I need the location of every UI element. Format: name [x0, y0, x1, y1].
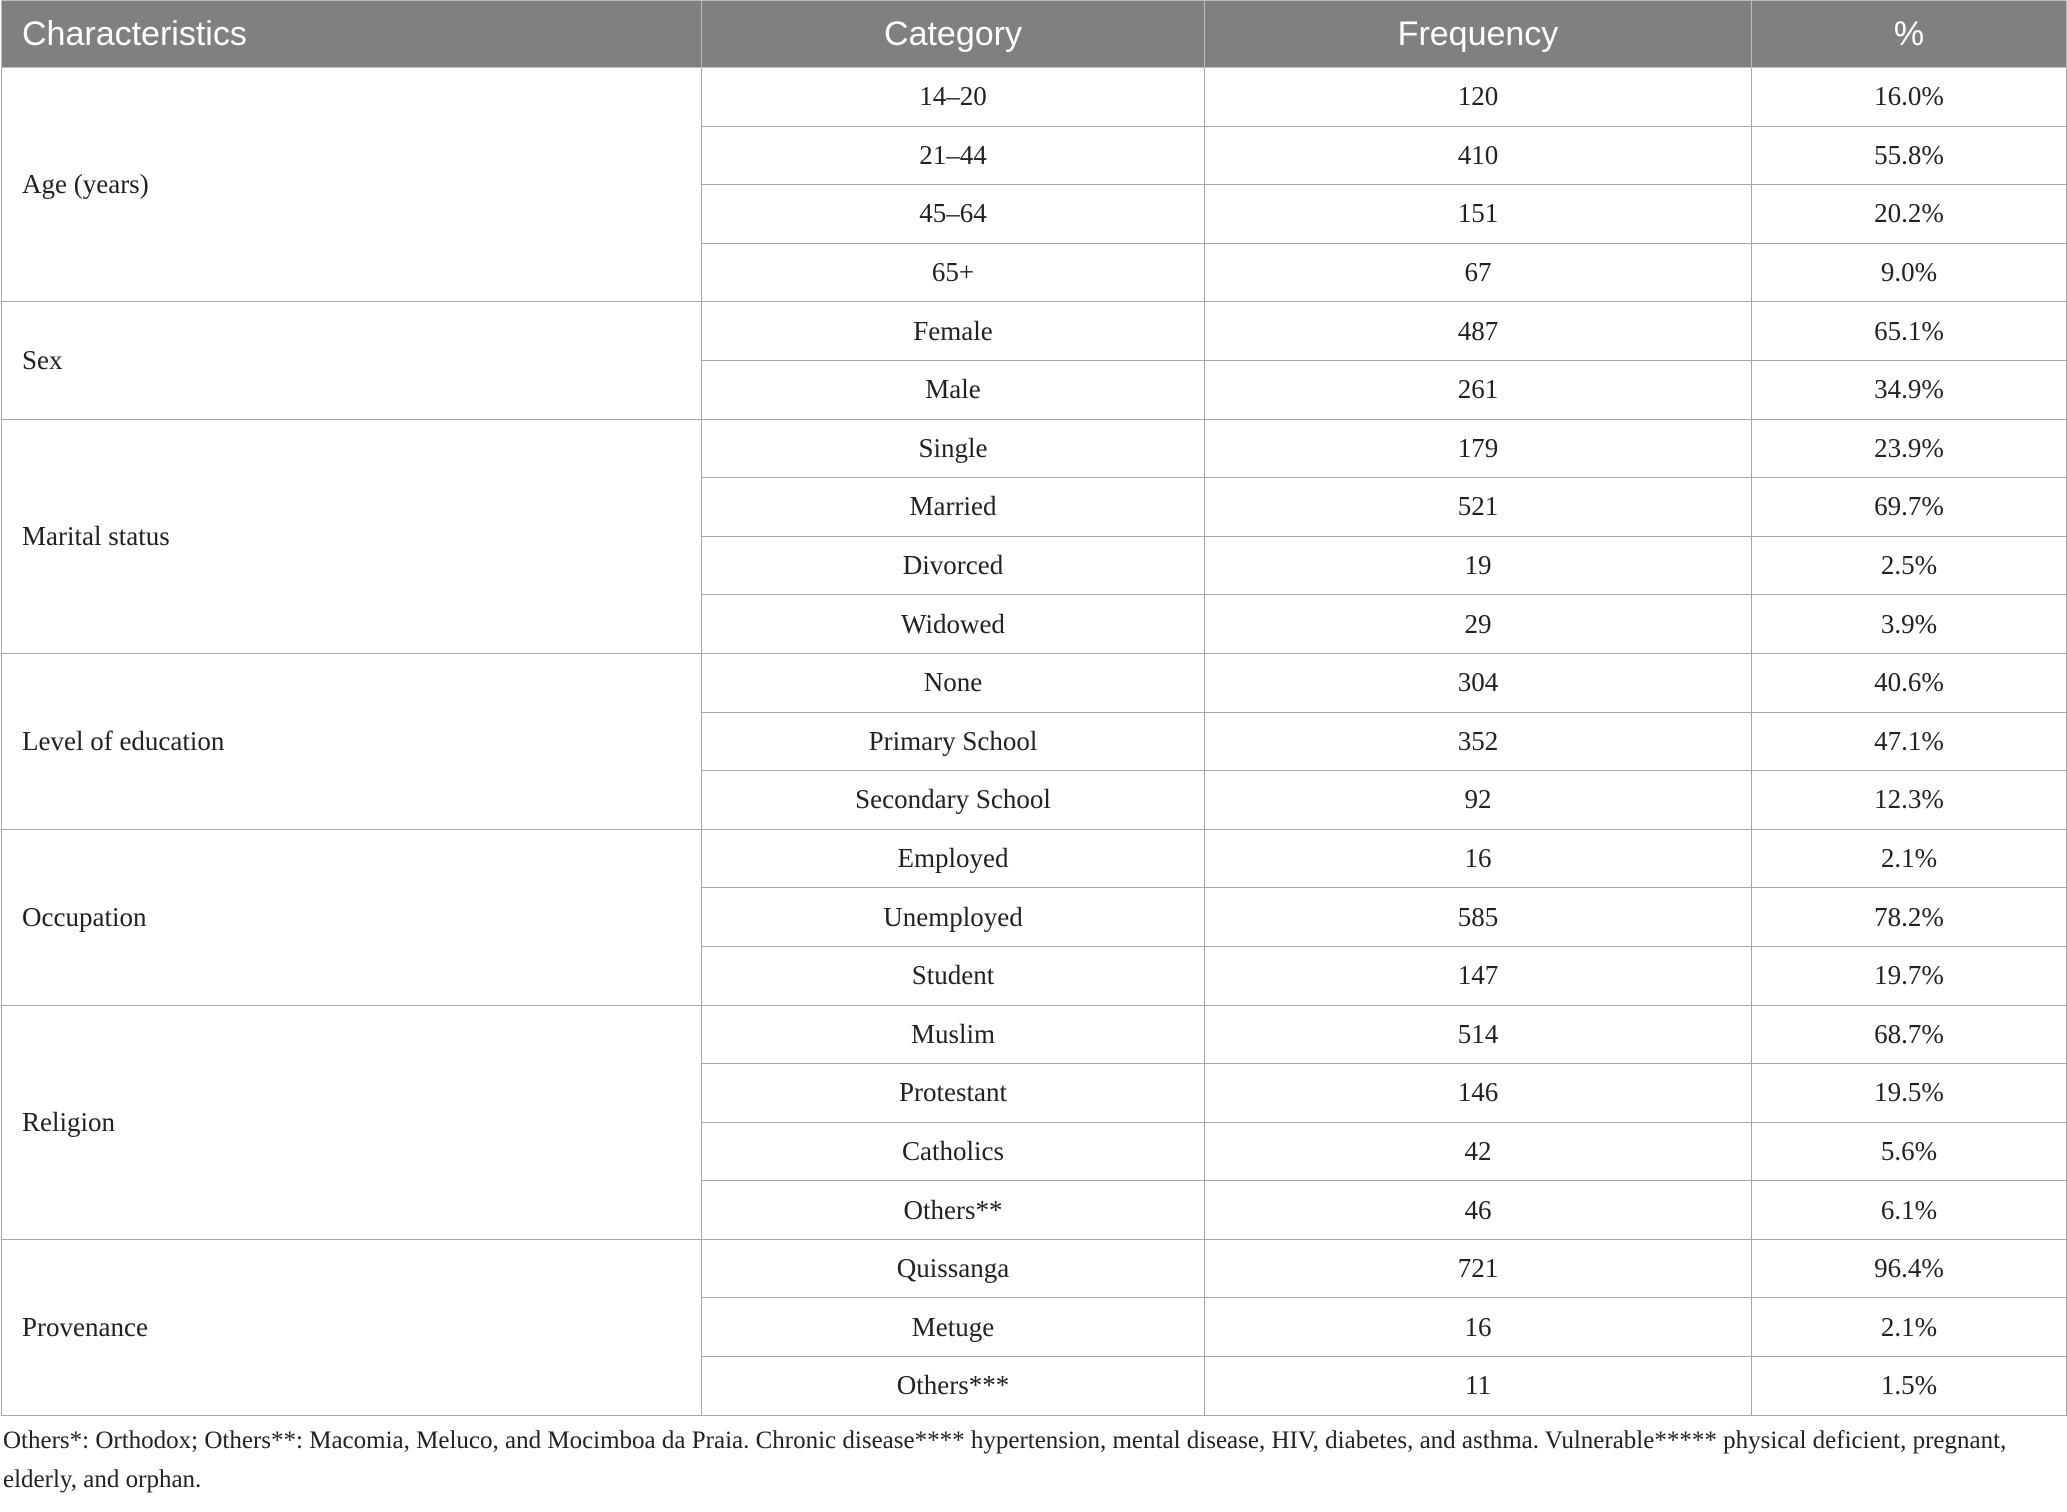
percent-cell: 6.1% — [1752, 1181, 2067, 1240]
percent-cell: 1.5% — [1752, 1357, 2067, 1416]
frequency-cell: 179 — [1205, 419, 1752, 478]
category-cell: Male — [702, 360, 1205, 419]
category-cell: None — [702, 653, 1205, 712]
frequency-cell: 410 — [1205, 126, 1752, 185]
frequency-cell: 16 — [1205, 829, 1752, 888]
frequency-cell: 261 — [1205, 360, 1752, 419]
frequency-cell: 42 — [1205, 1122, 1752, 1181]
header-frequency: Frequency — [1205, 1, 1752, 68]
table-row — [2, 419, 2067, 478]
characteristic-cell: Occupation — [2, 829, 702, 1005]
category-cell: Quissanga — [702, 1239, 1205, 1298]
category-cell: Catholics — [702, 1122, 1205, 1181]
table-row — [2, 829, 2067, 888]
percent-cell: 78.2% — [1752, 888, 2067, 947]
category-cell: Single — [702, 419, 1205, 478]
category-cell: Student — [702, 946, 1205, 1005]
category-cell: 45–64 — [702, 185, 1205, 244]
frequency-cell: 147 — [1205, 946, 1752, 1005]
percent-cell: 23.9% — [1752, 419, 2067, 478]
category-cell: Primary School — [702, 712, 1205, 771]
percent-cell: 68.7% — [1752, 1005, 2067, 1064]
category-cell: Divorced — [702, 536, 1205, 595]
percent-cell: 19.5% — [1752, 1064, 2067, 1123]
frequency-cell: 67 — [1205, 243, 1752, 302]
percent-cell: 40.6% — [1752, 653, 2067, 712]
percent-cell: 5.6% — [1752, 1122, 2067, 1181]
characteristic-cell: Provenance — [2, 1239, 702, 1415]
percent-cell: 65.1% — [1752, 302, 2067, 361]
percent-cell: 9.0% — [1752, 243, 2067, 302]
table-header — [2, 1, 2067, 68]
percent-cell: 34.9% — [1752, 360, 2067, 419]
characteristic-cell: Sex — [2, 302, 702, 419]
header-percent: % — [1752, 1, 2067, 68]
frequency-cell: 146 — [1205, 1064, 1752, 1123]
percent-cell: 2.5% — [1752, 536, 2067, 595]
category-cell: Secondary School — [702, 771, 1205, 830]
characteristic-cell: Age (years) — [2, 68, 702, 302]
percent-cell: 2.1% — [1752, 829, 2067, 888]
frequency-cell: 19 — [1205, 536, 1752, 595]
percent-cell: 19.7% — [1752, 946, 2067, 1005]
percent-cell: 96.4% — [1752, 1239, 2067, 1298]
frequency-cell: 11 — [1205, 1357, 1752, 1416]
category-cell: 65+ — [702, 243, 1205, 302]
category-cell: Protestant — [702, 1064, 1205, 1123]
demographics-table — [1, 0, 2067, 1416]
frequency-cell: 585 — [1205, 888, 1752, 947]
percent-cell: 69.7% — [1752, 478, 2067, 537]
frequency-cell: 514 — [1205, 1005, 1752, 1064]
table-row — [2, 302, 2067, 361]
category-cell: Employed — [702, 829, 1205, 888]
header-category: Category — [702, 1, 1205, 68]
percent-cell: 3.9% — [1752, 595, 2067, 654]
category-cell: Female — [702, 302, 1205, 361]
category-cell: Metuge — [702, 1298, 1205, 1357]
frequency-cell: 120 — [1205, 68, 1752, 127]
category-cell: Muslim — [702, 1005, 1205, 1064]
category-cell: Widowed — [702, 595, 1205, 654]
category-cell: 21–44 — [702, 126, 1205, 185]
percent-cell: 20.2% — [1752, 185, 2067, 244]
category-cell: Married — [702, 478, 1205, 537]
percent-cell: 12.3% — [1752, 771, 2067, 830]
table-row — [2, 1005, 2067, 1064]
characteristic-cell: Level of education — [2, 653, 702, 829]
frequency-cell: 46 — [1205, 1181, 1752, 1240]
category-cell: 14–20 — [702, 68, 1205, 127]
frequency-cell: 92 — [1205, 771, 1752, 830]
characteristic-cell: Religion — [2, 1005, 702, 1239]
frequency-cell: 487 — [1205, 302, 1752, 361]
frequency-cell: 304 — [1205, 653, 1752, 712]
category-cell: Others*** — [702, 1357, 1205, 1416]
percent-cell: 16.0% — [1752, 68, 2067, 127]
percent-cell: 2.1% — [1752, 1298, 2067, 1357]
percent-cell: 47.1% — [1752, 712, 2067, 771]
category-cell: Unemployed — [702, 888, 1205, 947]
header-characteristics: Characteristics — [2, 1, 702, 68]
frequency-cell: 29 — [1205, 595, 1752, 654]
frequency-cell: 521 — [1205, 478, 1752, 537]
category-cell: Others** — [702, 1181, 1205, 1240]
frequency-cell: 721 — [1205, 1239, 1752, 1298]
percent-cell: 55.8% — [1752, 126, 2067, 185]
characteristic-cell: Marital status — [2, 419, 702, 653]
table-row — [2, 653, 2067, 712]
frequency-cell: 352 — [1205, 712, 1752, 771]
table-row — [2, 68, 2067, 127]
frequency-cell: 16 — [1205, 1298, 1752, 1357]
table-body — [2, 68, 2067, 1416]
table-row — [2, 1239, 2067, 1298]
header-row — [2, 1, 2067, 68]
frequency-cell: 151 — [1205, 185, 1752, 244]
table-footnote: Others*: Orthodox; Others**: Macomia, Meluco, and Mocimboa da Praia. Chronic disease**** hypertension, mental disease, HIV, diabetes, and asthma. Vulnerable***** physical deficient, pregnant, elderly, and orphan. — [3, 1426, 2007, 1493]
